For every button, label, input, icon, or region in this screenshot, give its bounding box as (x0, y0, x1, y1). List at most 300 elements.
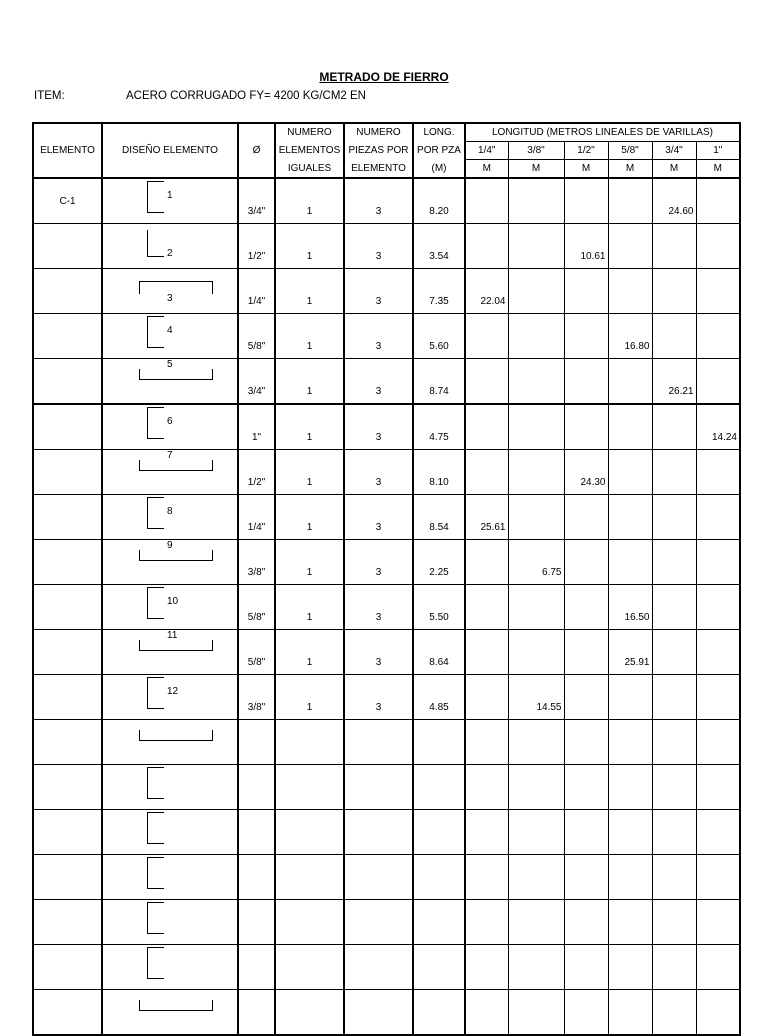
length-cell (508, 810, 564, 855)
document-title: METRADO DE FIERRO (319, 70, 449, 84)
table-row (33, 224, 740, 269)
elemento-cell (33, 495, 102, 540)
table-row (33, 900, 740, 945)
length-cell (564, 585, 608, 630)
long-cell: 5.50 (413, 585, 465, 630)
iguales-cell: 1 (275, 314, 344, 359)
length-cell (465, 900, 508, 945)
length-cell (508, 945, 564, 990)
header-numero-piezas: NUMERO (344, 123, 413, 142)
shape-cell (102, 495, 238, 540)
long-cell: 8.74 (413, 359, 465, 405)
elemento-cell (33, 765, 102, 810)
shape-cell (102, 630, 238, 675)
diameter-cell: 5/8" (238, 314, 275, 359)
elemento-cell (33, 675, 102, 720)
rebar-shape-u-icon (139, 1000, 213, 1011)
length-cell (696, 224, 740, 269)
length-cell (564, 404, 608, 450)
header-size-6: 1" (696, 142, 740, 160)
length-cell (508, 585, 564, 630)
header-unit-5: M (652, 160, 696, 179)
table-row (33, 404, 740, 450)
length-cell: 25.91 (608, 630, 652, 675)
length-cell (465, 314, 508, 359)
length-cell (465, 450, 508, 495)
elemento-cell (33, 450, 102, 495)
elemento-cell (33, 855, 102, 900)
diameter-cell: 5/8" (238, 585, 275, 630)
item-label: ITEM: (34, 90, 65, 102)
shape-label: 6 (167, 416, 173, 427)
length-cell (465, 675, 508, 720)
steel-takeoff-table (32, 122, 741, 1036)
iguales-cell (275, 990, 344, 1036)
length-cell: 6.75 (508, 540, 564, 585)
length-cell (652, 720, 696, 765)
shape-label: 5 (167, 359, 173, 370)
elemento-cell (33, 359, 102, 405)
length-cell (508, 178, 564, 224)
rebar-shape-l-icon (147, 230, 164, 257)
shape-cell (102, 810, 238, 855)
length-cell (508, 269, 564, 314)
piezas-cell: 3 (344, 630, 413, 675)
header-numero-elementos-3: IGUALES (275, 160, 344, 179)
iguales-cell (275, 855, 344, 900)
table-row (33, 855, 740, 900)
long-cell (413, 990, 465, 1036)
diameter-cell: 1/2" (238, 224, 275, 269)
length-cell (508, 224, 564, 269)
shape-cell (102, 404, 238, 450)
length-cell (608, 855, 652, 900)
length-cell (608, 675, 652, 720)
length-cell (508, 359, 564, 405)
piezas-cell (344, 855, 413, 900)
length-cell (696, 314, 740, 359)
table-row (33, 810, 740, 855)
header-numero-piezas-3: ELEMENTO (344, 160, 413, 179)
length-cell (508, 855, 564, 900)
iguales-cell (275, 765, 344, 810)
header-row-1 (33, 123, 740, 142)
table-row (33, 359, 740, 405)
header-size-2: 3/8" (508, 142, 564, 160)
iguales-cell (275, 900, 344, 945)
length-cell (508, 404, 564, 450)
shape-cell (102, 675, 238, 720)
length-cell (564, 495, 608, 540)
piezas-cell: 3 (344, 675, 413, 720)
long-cell (413, 945, 465, 990)
shape-cell (102, 178, 238, 224)
length-cell (465, 765, 508, 810)
shape-cell (102, 900, 238, 945)
elemento-cell (33, 404, 102, 450)
table-row (33, 945, 740, 990)
length-cell: 14.24 (696, 404, 740, 450)
length-cell (696, 945, 740, 990)
length-cell: 24.60 (652, 178, 696, 224)
rebar-shape-c-icon (147, 947, 164, 979)
shape-cell (102, 359, 238, 405)
piezas-cell (344, 720, 413, 765)
diameter-cell (238, 765, 275, 810)
iguales-cell: 1 (275, 630, 344, 675)
elemento-cell (33, 314, 102, 359)
header-numero-piezas-2: PIEZAS POR (344, 142, 413, 160)
elemento-cell (33, 990, 102, 1036)
length-cell (564, 630, 608, 675)
shape-cell (102, 269, 238, 314)
table-row (33, 178, 740, 224)
rebar-shape-c-icon (147, 497, 164, 529)
long-cell: 8.10 (413, 450, 465, 495)
piezas-cell: 3 (344, 540, 413, 585)
length-cell (696, 720, 740, 765)
elemento-cell (33, 900, 102, 945)
length-cell (652, 314, 696, 359)
header-size-3: 1/2" (564, 142, 608, 160)
length-cell (652, 945, 696, 990)
length-cell (652, 585, 696, 630)
length-cell (465, 404, 508, 450)
diameter-cell: 3/8" (238, 540, 275, 585)
length-cell (465, 990, 508, 1036)
length-cell (465, 224, 508, 269)
length-cell (608, 810, 652, 855)
diameter-cell: 1/4" (238, 269, 275, 314)
table-row (33, 765, 740, 810)
shape-label: 12 (167, 686, 179, 697)
table-row (33, 675, 740, 720)
length-cell (652, 495, 696, 540)
long-cell (413, 810, 465, 855)
header-longitud: LONGITUD (METROS LINEALES DE VARILLAS) (465, 123, 740, 142)
rebar-shape-u-icon (139, 550, 213, 561)
header-unit-1: M (465, 160, 508, 179)
length-cell (465, 540, 508, 585)
shape-cell (102, 540, 238, 585)
length-cell (696, 178, 740, 224)
length-cell (608, 450, 652, 495)
length-cell (652, 404, 696, 450)
elemento-cell (33, 720, 102, 765)
length-cell (564, 720, 608, 765)
length-cell (564, 178, 608, 224)
length-cell (465, 720, 508, 765)
length-cell (508, 990, 564, 1036)
diameter-cell: 3/4" (238, 359, 275, 405)
iguales-cell: 1 (275, 540, 344, 585)
piezas-cell: 3 (344, 269, 413, 314)
shape-label: 11 (167, 630, 178, 641)
rebar-shape-c-icon (147, 677, 164, 709)
length-cell (564, 359, 608, 405)
piezas-cell: 3 (344, 178, 413, 224)
table-row (33, 540, 740, 585)
length-cell (652, 675, 696, 720)
length-cell (652, 810, 696, 855)
iguales-cell (275, 810, 344, 855)
header-unit-3: M (564, 160, 608, 179)
long-cell: 4.85 (413, 675, 465, 720)
length-cell (608, 178, 652, 224)
header-diseno: DISEÑO ELEMENTO (102, 123, 238, 178)
length-cell (465, 810, 508, 855)
length-cell (608, 540, 652, 585)
long-cell: 3.54 (413, 224, 465, 269)
diameter-cell (238, 945, 275, 990)
length-cell (652, 630, 696, 675)
length-cell (465, 178, 508, 224)
length-cell (696, 540, 740, 585)
shape-cell (102, 314, 238, 359)
length-cell: 25.61 (465, 495, 508, 540)
iguales-cell: 1 (275, 404, 344, 450)
length-cell (652, 269, 696, 314)
length-cell (696, 495, 740, 540)
length-cell (652, 990, 696, 1036)
length-cell (465, 945, 508, 990)
length-cell: 10.61 (564, 224, 608, 269)
length-cell (608, 269, 652, 314)
length-cell (508, 314, 564, 359)
diameter-cell (238, 900, 275, 945)
iguales-cell: 1 (275, 585, 344, 630)
elemento-cell (33, 224, 102, 269)
length-cell (608, 720, 652, 765)
length-cell (564, 900, 608, 945)
length-cell (696, 990, 740, 1036)
iguales-cell: 1 (275, 495, 344, 540)
length-cell (652, 900, 696, 945)
header-size-4: 5/8" (608, 142, 652, 160)
long-cell: 7.35 (413, 269, 465, 314)
rebar-shape-c-icon (147, 812, 164, 844)
rebar-shape-c-icon (147, 587, 164, 619)
long-cell: 5.60 (413, 314, 465, 359)
elemento-cell (33, 630, 102, 675)
piezas-cell: 3 (344, 404, 413, 450)
piezas-cell: 3 (344, 585, 413, 630)
long-cell (413, 900, 465, 945)
piezas-cell (344, 990, 413, 1036)
elemento-cell (33, 810, 102, 855)
elemento-cell (33, 269, 102, 314)
header-long: LONG. (413, 123, 465, 142)
length-cell (696, 269, 740, 314)
shape-cell (102, 585, 238, 630)
piezas-cell: 3 (344, 450, 413, 495)
header-unit-6: M (696, 160, 740, 179)
piezas-cell: 3 (344, 224, 413, 269)
shape-cell (102, 224, 238, 269)
diameter-cell: 1/2" (238, 450, 275, 495)
length-cell (564, 855, 608, 900)
table-row (33, 585, 740, 630)
header-numero-elementos-2: ELEMENTOS (275, 142, 344, 160)
elemento-cell (33, 585, 102, 630)
long-cell: 8.20 (413, 178, 465, 224)
length-cell (696, 359, 740, 405)
elemento-cell: C-1 (33, 178, 102, 224)
length-cell (508, 765, 564, 810)
header-long-2: POR PZA (413, 142, 465, 160)
diameter-cell (238, 720, 275, 765)
diameter-cell: 1/4" (238, 495, 275, 540)
shape-cell (102, 765, 238, 810)
piezas-cell (344, 945, 413, 990)
header-size-1: 1/4" (465, 142, 508, 160)
length-cell (652, 855, 696, 900)
iguales-cell: 1 (275, 224, 344, 269)
iguales-cell: 1 (275, 178, 344, 224)
header-diameter: Ø (238, 123, 275, 178)
rebar-shape-c-icon (147, 316, 164, 348)
length-cell (508, 450, 564, 495)
diameter-cell: 3/8" (238, 675, 275, 720)
length-cell (564, 945, 608, 990)
length-cell (564, 540, 608, 585)
length-cell: 22.04 (465, 269, 508, 314)
length-cell (696, 675, 740, 720)
length-cell (564, 314, 608, 359)
length-cell (696, 450, 740, 495)
diameter-cell (238, 990, 275, 1036)
rebar-shape-c-icon (147, 857, 164, 889)
piezas-cell: 3 (344, 495, 413, 540)
shape-label: 9 (167, 540, 173, 551)
length-cell (696, 900, 740, 945)
length-cell (465, 359, 508, 405)
piezas-cell (344, 900, 413, 945)
table-row (33, 495, 740, 540)
long-cell: 8.64 (413, 630, 465, 675)
length-cell (564, 675, 608, 720)
shape-label: 1 (167, 190, 173, 201)
rebar-shape-c-icon (147, 767, 164, 799)
length-cell: 14.55 (508, 675, 564, 720)
length-cell (608, 359, 652, 405)
rebar-shape-u-icon (139, 730, 213, 741)
header-long-3: (M) (413, 160, 465, 179)
length-cell (564, 990, 608, 1036)
shape-cell (102, 945, 238, 990)
table-row (33, 269, 740, 314)
piezas-cell: 3 (344, 359, 413, 405)
length-cell (652, 540, 696, 585)
length-cell (465, 855, 508, 900)
diameter-cell: 3/4" (238, 178, 275, 224)
length-cell (608, 495, 652, 540)
piezas-cell (344, 765, 413, 810)
length-cell (696, 810, 740, 855)
length-cell (508, 495, 564, 540)
shape-cell (102, 855, 238, 900)
length-cell (696, 765, 740, 810)
diameter-cell: 1" (238, 404, 275, 450)
table-row (33, 990, 740, 1036)
length-cell (608, 404, 652, 450)
iguales-cell (275, 720, 344, 765)
length-cell (564, 810, 608, 855)
length-cell (564, 765, 608, 810)
length-cell (508, 900, 564, 945)
shape-cell (102, 720, 238, 765)
length-cell: 16.50 (608, 585, 652, 630)
table-row (33, 314, 740, 359)
rebar-shape-n-icon (139, 281, 213, 294)
shape-label: 10 (167, 596, 179, 607)
rebar-shape-c-icon (147, 902, 164, 934)
long-cell (413, 765, 465, 810)
diameter-cell: 5/8" (238, 630, 275, 675)
long-cell: 4.75 (413, 404, 465, 450)
long-cell: 2.25 (413, 540, 465, 585)
diameter-cell (238, 810, 275, 855)
iguales-cell: 1 (275, 450, 344, 495)
length-cell: 24.30 (564, 450, 608, 495)
length-cell (608, 900, 652, 945)
shape-label: 8 (167, 506, 173, 517)
long-cell (413, 855, 465, 900)
iguales-cell (275, 945, 344, 990)
item-value: ACERO CORRUGADO FY= 4200 KG/CM2 EN (126, 90, 366, 102)
length-cell: 26.21 (652, 359, 696, 405)
length-cell (608, 765, 652, 810)
iguales-cell: 1 (275, 675, 344, 720)
length-cell (652, 765, 696, 810)
piezas-cell (344, 810, 413, 855)
length-cell (608, 945, 652, 990)
header-size-5: 3/4" (652, 142, 696, 160)
length-cell: 16.80 (608, 314, 652, 359)
table-row (33, 630, 740, 675)
long-cell: 8.54 (413, 495, 465, 540)
piezas-cell: 3 (344, 314, 413, 359)
diameter-cell (238, 855, 275, 900)
shape-label: 4 (167, 325, 173, 336)
long-cell (413, 720, 465, 765)
length-cell (465, 585, 508, 630)
length-cell (508, 720, 564, 765)
header-unit-2: M (508, 160, 564, 179)
rebar-shape-u-icon (139, 640, 213, 651)
shape-label: 7 (167, 450, 173, 461)
rebar-shape-c-icon (147, 181, 164, 213)
length-cell (564, 269, 608, 314)
table-row (33, 720, 740, 765)
rebar-shape-u-icon (139, 369, 213, 380)
shape-cell (102, 450, 238, 495)
iguales-cell: 1 (275, 269, 344, 314)
length-cell (608, 224, 652, 269)
length-cell (465, 630, 508, 675)
rebar-shape-c-icon (147, 407, 164, 439)
shape-cell (102, 990, 238, 1036)
elemento-cell (33, 540, 102, 585)
header-numero-elementos: NUMERO (275, 123, 344, 142)
length-cell (696, 855, 740, 900)
shape-label: 2 (167, 248, 173, 259)
length-cell (696, 585, 740, 630)
header-unit-4: M (608, 160, 652, 179)
table-row (33, 450, 740, 495)
iguales-cell: 1 (275, 359, 344, 405)
length-cell (608, 990, 652, 1036)
